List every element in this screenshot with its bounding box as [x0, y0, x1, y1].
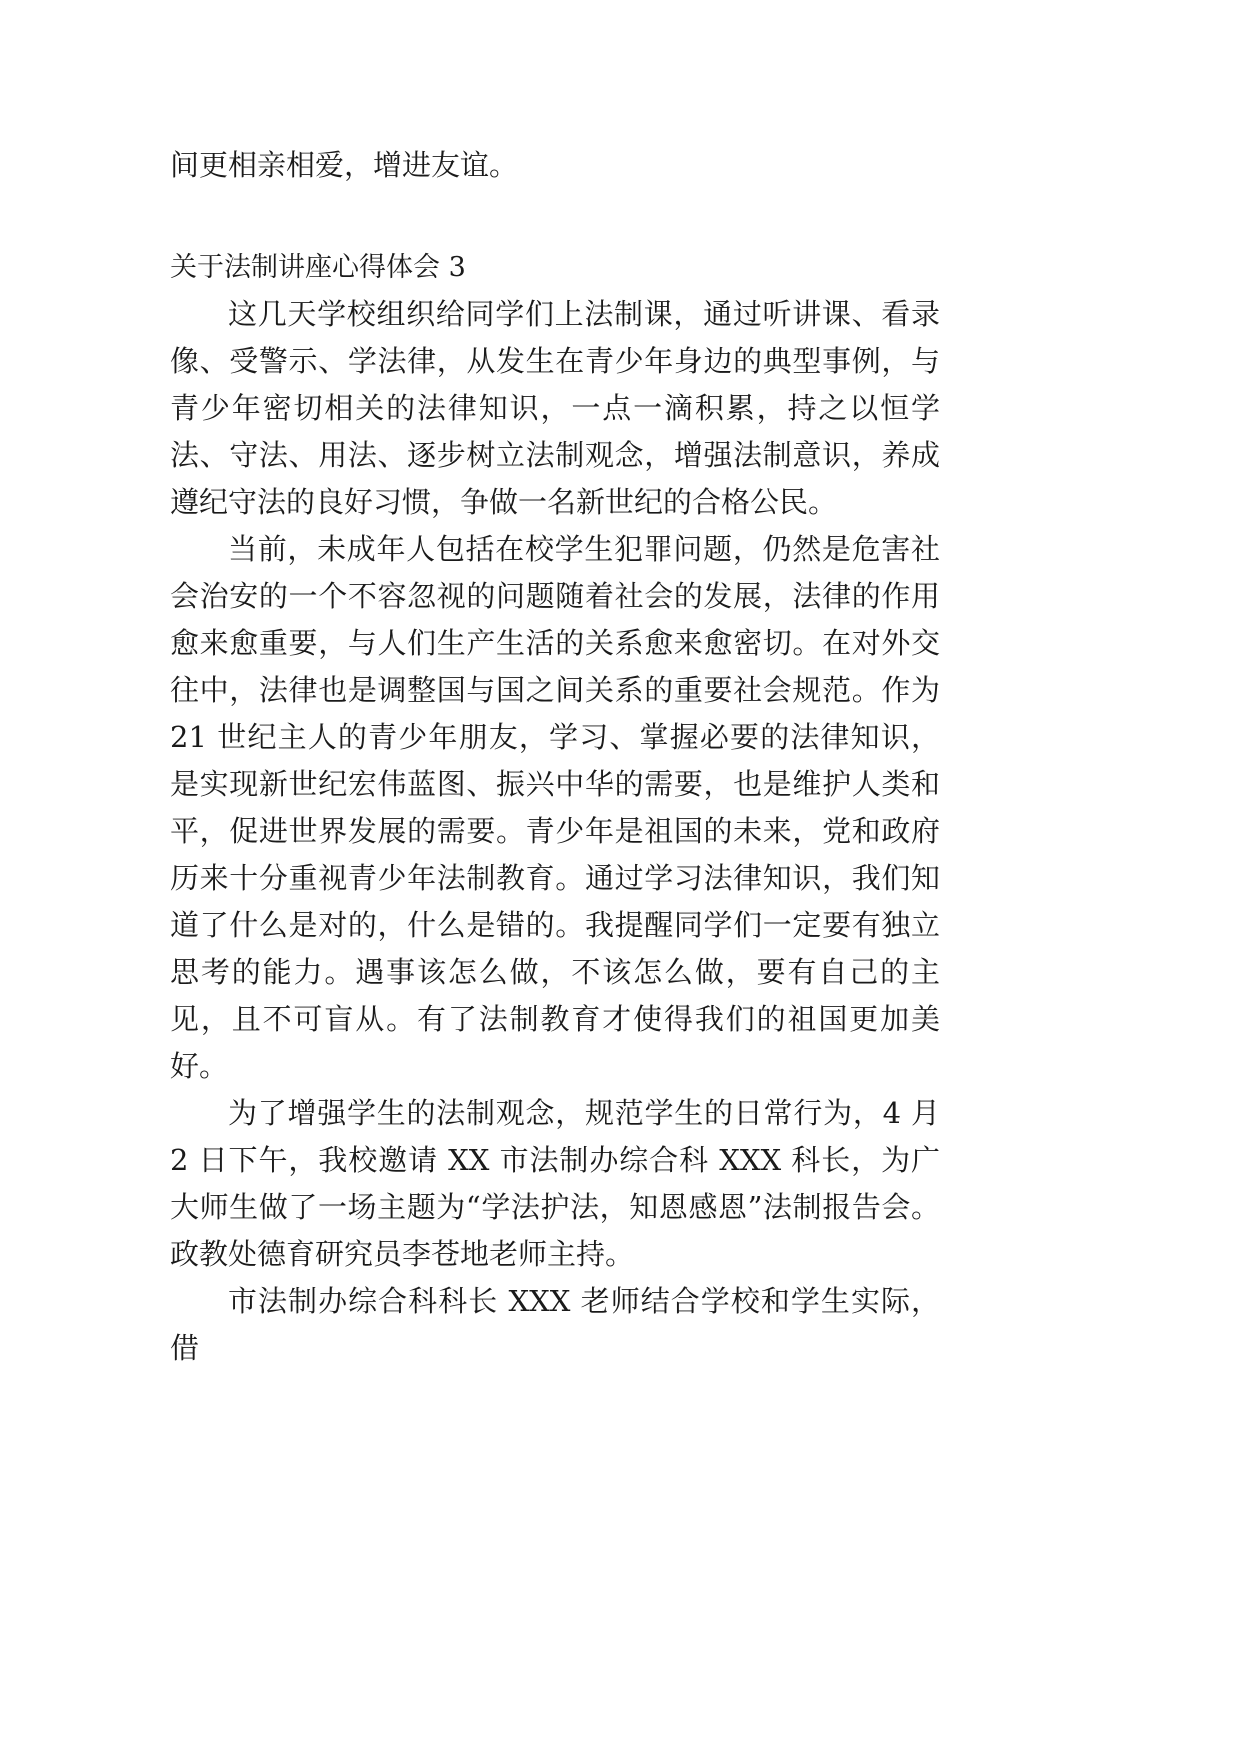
- paragraph: 当前，未成年人包括在校学生犯罪问题，仍然是危害社会治安的一个不容忽视的问题随着社会的发展，法律的作用愈来愈重要，与人们生产生活的关系愈来愈密切。在对外交往中，法律也是调整国与国之间关系的重要社会规范。作为 21 世纪主人的青少年朋友，学习、掌握必要的法律知识，是实现新世纪宏伟蓝图、振兴中华的需要，也是维护人类和平，促进世界发展的需要。青少年是祖国的未来，党和政府历来十分重视青少年法制教育。通过学习法律知识，我们知道了什么是对的，什么是错的。我提醒同学们一定要有独立思考的能力。遇事该怎么做，不该怎么做，要有自己的主见，且不可盲从。有了法制教育才使得我们的祖国更加美好。: [170, 532, 940, 1083]
- paragraph: 这几天学校组织给同学们上法制课，通过听讲课、看录像、受警示、学法律，从发生在青少年身边的典型事例，与青少年密切相关的法律知识，一点一滴积累，持之以恒学法、守法、用法、逐步树立法制观念，增强法制意识，养成遵纪守法的良好习惯，争做一名新世纪的合格公民。: [170, 297, 940, 519]
- paragraph: 市法制办综合科科长 XXX 老师结合学校和学生实际，借: [170, 1284, 940, 1365]
- paragraph: 为了增强学生的法制观念，规范学生的日常行为，4 月 2 日下午，我校邀请 XX 市法制办综合科 XXX 科长，为广大师生做了一场主题为“学法护法，知恩感恩”法制报告会。政教处德育研究员李苍地老师主持。: [170, 1096, 940, 1271]
- section-heading: 关于法制讲座心得体会 3: [170, 252, 466, 283]
- continuation-line: 间更相亲相爱，增进友谊。: [170, 148, 519, 182]
- document-body: [170, 142, 940, 1372]
